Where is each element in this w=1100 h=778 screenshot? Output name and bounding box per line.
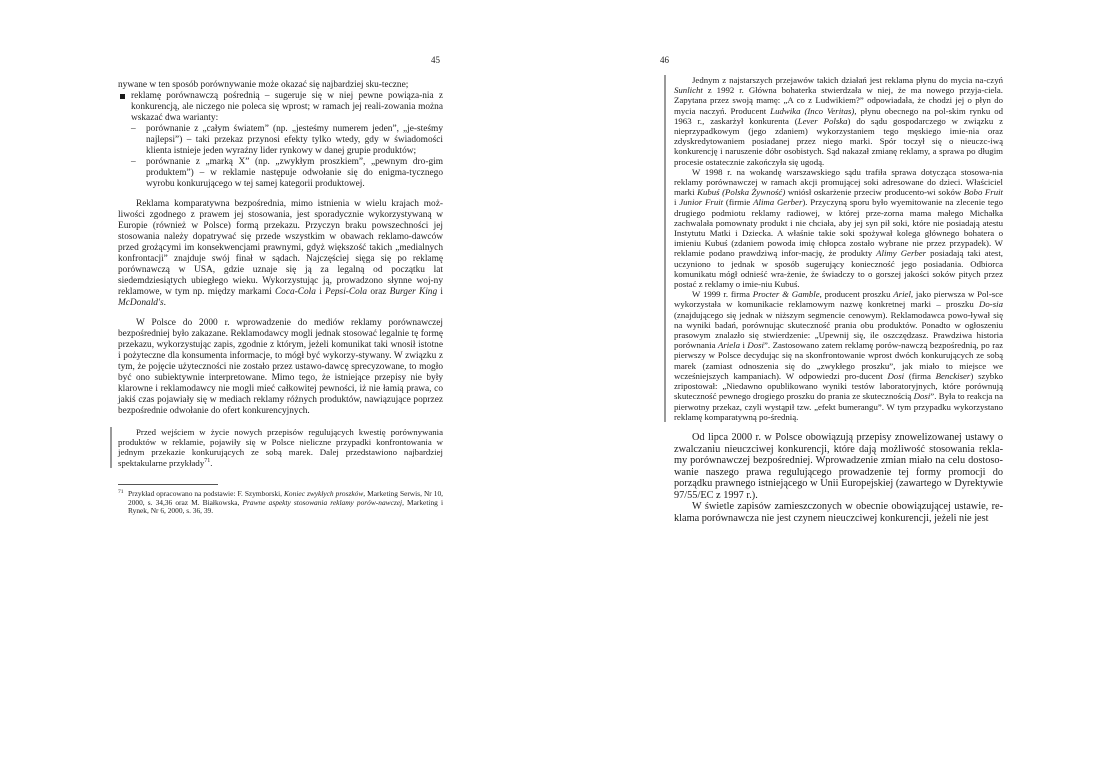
bullet-item <box>118 91 443 124</box>
page-number-left: 45 <box>431 55 440 65</box>
example-sunlicht: Jednym z najstarszych przejawów takich działań jest reklama płynu do mycia na-czyń Sunlicht z 1992 r. Główna bohaterka stwierdzała w niej, że ma nowego przyja-ciela. Zapytana przez swoją mamę: „A co z Ludwikiem?” odpowiadała, że chodzi jej o płyn do mycia naczyń. Producent Ludwika (Inco Veritas), płynu obecnego na pol-skim rynku od 1963 r., zaskarżył konkurenta (Lever Polska) do sądu gospodarczego w związku z nieprzypadkowym (jego zdaniem) wykorzystaniem tego męskiego imie-nia oraz zdyskredytowaniem posiadanej przez niego marki. Spór toczył się o nieuczc-iwą konkurencję i naruszenie dóbr osobistych. Sąd nakazał zmianę reklamy, a sprawa po długim procesie ostatecznie zakończyła się ugodą. <box>674 75 1004 167</box>
dash-item-1 <box>118 124 443 157</box>
brand-name: Pepsi-Cola <box>325 287 368 297</box>
dash-item-2 <box>118 157 443 190</box>
body-text-large <box>674 432 1003 525</box>
example-box <box>664 75 1003 422</box>
right-column <box>674 75 1003 525</box>
square-bullet-icon <box>120 94 125 99</box>
dash-bullet-icon: – <box>131 157 136 167</box>
brand-name: Coca-Cola <box>274 287 316 297</box>
footnote-divider <box>118 484 218 485</box>
paragraph-continuation: nywane w ten sposób porównywanie może okazać się najbardziej sku-teczne; <box>118 80 409 90</box>
left-column <box>118 80 443 516</box>
paragraph-current-law: W świetle zapisów zamieszczonych w obecnie obowiązującej ustawie, re-klama porównawcza nie jest czynem nieuczciwej konkurencji, jeżeli nie jest <box>674 501 1003 525</box>
brand-name: McDonald's <box>118 298 164 308</box>
footnote: 71 Przykład opracowano na podstawie: F. Szymborski, Koniec zwykłych proszków, Marketing Serwis, Nr 10, 2000, s. 34,36 oraz M. Białkowska, Prawne aspekty stosowania reklamy porów-nawczej, Marketing i Rynek, Nr 6, 2000, s. 36, 39. <box>118 488 444 516</box>
paragraph-comparative-advertising: Reklama komparatywna bezpośrednia, mimo istnienia w wielu krajach moż-liwości zgodnego z prawem jej stosowania, jest sporadycznie wykorzystywaną w Europie (również w Polsce) formą przekazu. Przyczyn braku powszechności jej stosowania należy dopatrywać się przede wszystkim w obawach reklamo-dawców przed grożącymi im konsekwencjami prawnymi, gdyż większość takich „medialnych konfrontacji” znajduje swój finał w sądach. Najczęściej sięga się po reklamę porównawczą w USA, gdzie uznaje się ją za legalną od początku lat siedemdziesiątych ubiegłego wieku. Wykorzystując ją, prowadzono słynne woj-ny reklamowe, w tym np. między markami Coca-Cola i Pepsi-Cola oraz Burger King i McDonald's. <box>118 199 443 308</box>
bullet-text: reklamę porównawczą pośrednią – sugeruje się w niej pewne powiąza-nia z konkurencją, ale niczego nie poleca się wprost; w ramach jej reali-zowania można wskazać dwa warianty: <box>131 91 443 123</box>
paragraph-poland-before-2000: W Polsce do 2000 r. wprowadzenie do mediów reklamy porównawczej bezpośredniej było zakazane. Reklamodawcy mogli jednak stosować legalnie tę formę przekazu, wykorzystując zapis, zgodnie z którym, jeżeli komunikat taki wnosił istotne i pożyteczne dla konsumenta informacje, to mógł być wykorzy-stywany. W związku z tym, że pojęcie użyteczności nie zostało przez ustawo-dawcę sprecyzowane, to mogło być ono subiektywnie interpretowane. Mimo tego, że istniejące przepisy nie były klarowne i reklamodawcy nie mogli mieć całkowitej pewności, iż nie łamią prawa, co jakiś czas pojawiały się w mediach reklamy różnych produktów, nawiązujące poprzez bezpośrednie odwołanie do ofert konkurencyjnych. <box>118 318 443 416</box>
dash-text-2: porównanie z „marką X” (np. „zwykłym proszkiem”, „pewnym dro-gim produktem”) – w reklamie następuje odwołanie się do enigma-tycznego wyrobu konkurującego w tej samej kategorii produktowej. <box>146 157 443 189</box>
footnote-reference: 71 <box>204 457 211 464</box>
brand-name: Burger King <box>389 287 438 297</box>
box-text: Przed wejściem w życie nowych przepisów regulujących kwestię porównywania produktów w reklamie, pojawiły się w Polsce nieliczne przypadki konfrontowania w jednym przekazie konkurujących ze sobą marek. Dalej przedstawiono najbardziej spektakularne przykłady$^{71}$. <box>118 427 443 468</box>
dash-text-1: porównanie z „całym światem” (np. „jesteśmy numerem jeden”, „je-steśmy najlepsi”) – taki przekaz przynosi efekty tylko wtedy, gdy w świadomości klienta istnieje jeden wyraźny lider rynkowy w danej grupie produktów; <box>146 124 443 156</box>
paragraph-july-2000: Od lipca 2000 r. w Polsce obowiązują przepisy znowelizowanej ustawy o zwalczaniu nieuczciwej konkurencji, które dają możliwość stosowania rekla-my porównawczej bezpośredniej. Wprowadzenie zmian miało na celu dostoso-wanie naszego prawa regulującego prowadzenie tej formy promocji do porządku prawnego istniejącego w Unii Europejskiej (zawartego w Dyrektywie 97/55/EC z 1997 r.). <box>674 431 1003 501</box>
dash-bullet-icon: – <box>131 124 136 134</box>
example-kubus: W 1998 r. na wokandę warszawskiego sądu trafiła sprawa dotycząca stosowa-nia reklamy porównawczej w ramach akcji promującej soki adresowane do dzieci. Właściciel marki Kubuś (Polska Żywność) wniósł oskarżenie przeciw producento-wi soków Bobo Fruit i Junior Fruit (firmie Alima Gerber). Przyczyną sporu było wyemitowanie na zlecenie tego drugiego podmiotu reklamy radiowej, w której prze-zorna mama małego Michałka zachwalała pomownaty produkt i nie chciała, aby jej syn pił soki, które nie posiadają atestu Instytutu Matki i Dziecka. A właśnie takie soki spożywał kolega głównego bohatera o imieniu Kubuś (zdaniem powoda imię chłopca zostało wybrane nie przez przypadek). W reklamie podano prawdziwą infor-mację, że produkty Alimy Gerber posiadają taki atest, uczyniono to jednak w sposób sugerujący konieczność jego posiadania. Odbiorca komunikatu mógł odnieść wra-żenie, że świadczy to o gorszej jakości soków pitych przez postać z reklamy o imie-niu Kubuś. <box>674 166 1003 290</box>
page-number-right: 46 <box>660 55 669 65</box>
example-box-intro <box>110 427 443 468</box>
example-ariel: W 1999 r. firma Procter & Gamble, producent proszku Ariel, jako pierwsza w Pol-sce wykorzystała w komunikacie reklamowym nazwę konkretnej marki – proszku Do-sia (znajdującego się jednak w niższym segmencie cenowym). Reklamodawca powo-ływał się na wyniki badań, porównując skuteczność prania obu produktów. Ponadto w ogłoszeniu prasowym znalazło się stwierdzenie: „Upewnij się, ile oszczędzasz. Prawdziwa historia porównania Ariela i Dosi”. Zastosowano zatem reklamę porów-nawczą bezpośrednią, po raz pierwszy w Polsce decydując się na skonfrontowanie wprost dwóch konkurujących ze sobą marek (zamiast odnoszenia się do „zwykłego proszku”, jak miało to miejsce we wcześniejszych kampaniach). W odpowiedzi pro-ducent Dosi (firma Benckiser) szybko zripostował: „Niedawno opublikowano wyniki testów laboratoryjnych, które porównują skuteczność pewnego drogiego proszku do prania ze skutecznością Dosi”. Była to reakcja na pierwotny przekaz, czyli wystąpił tzw. „efekt bumerangu”. W tym przypadku wykorzystano reklamę komparatywną po-średnią. <box>674 289 1004 422</box>
footnote-number: 71 <box>118 488 124 495</box>
